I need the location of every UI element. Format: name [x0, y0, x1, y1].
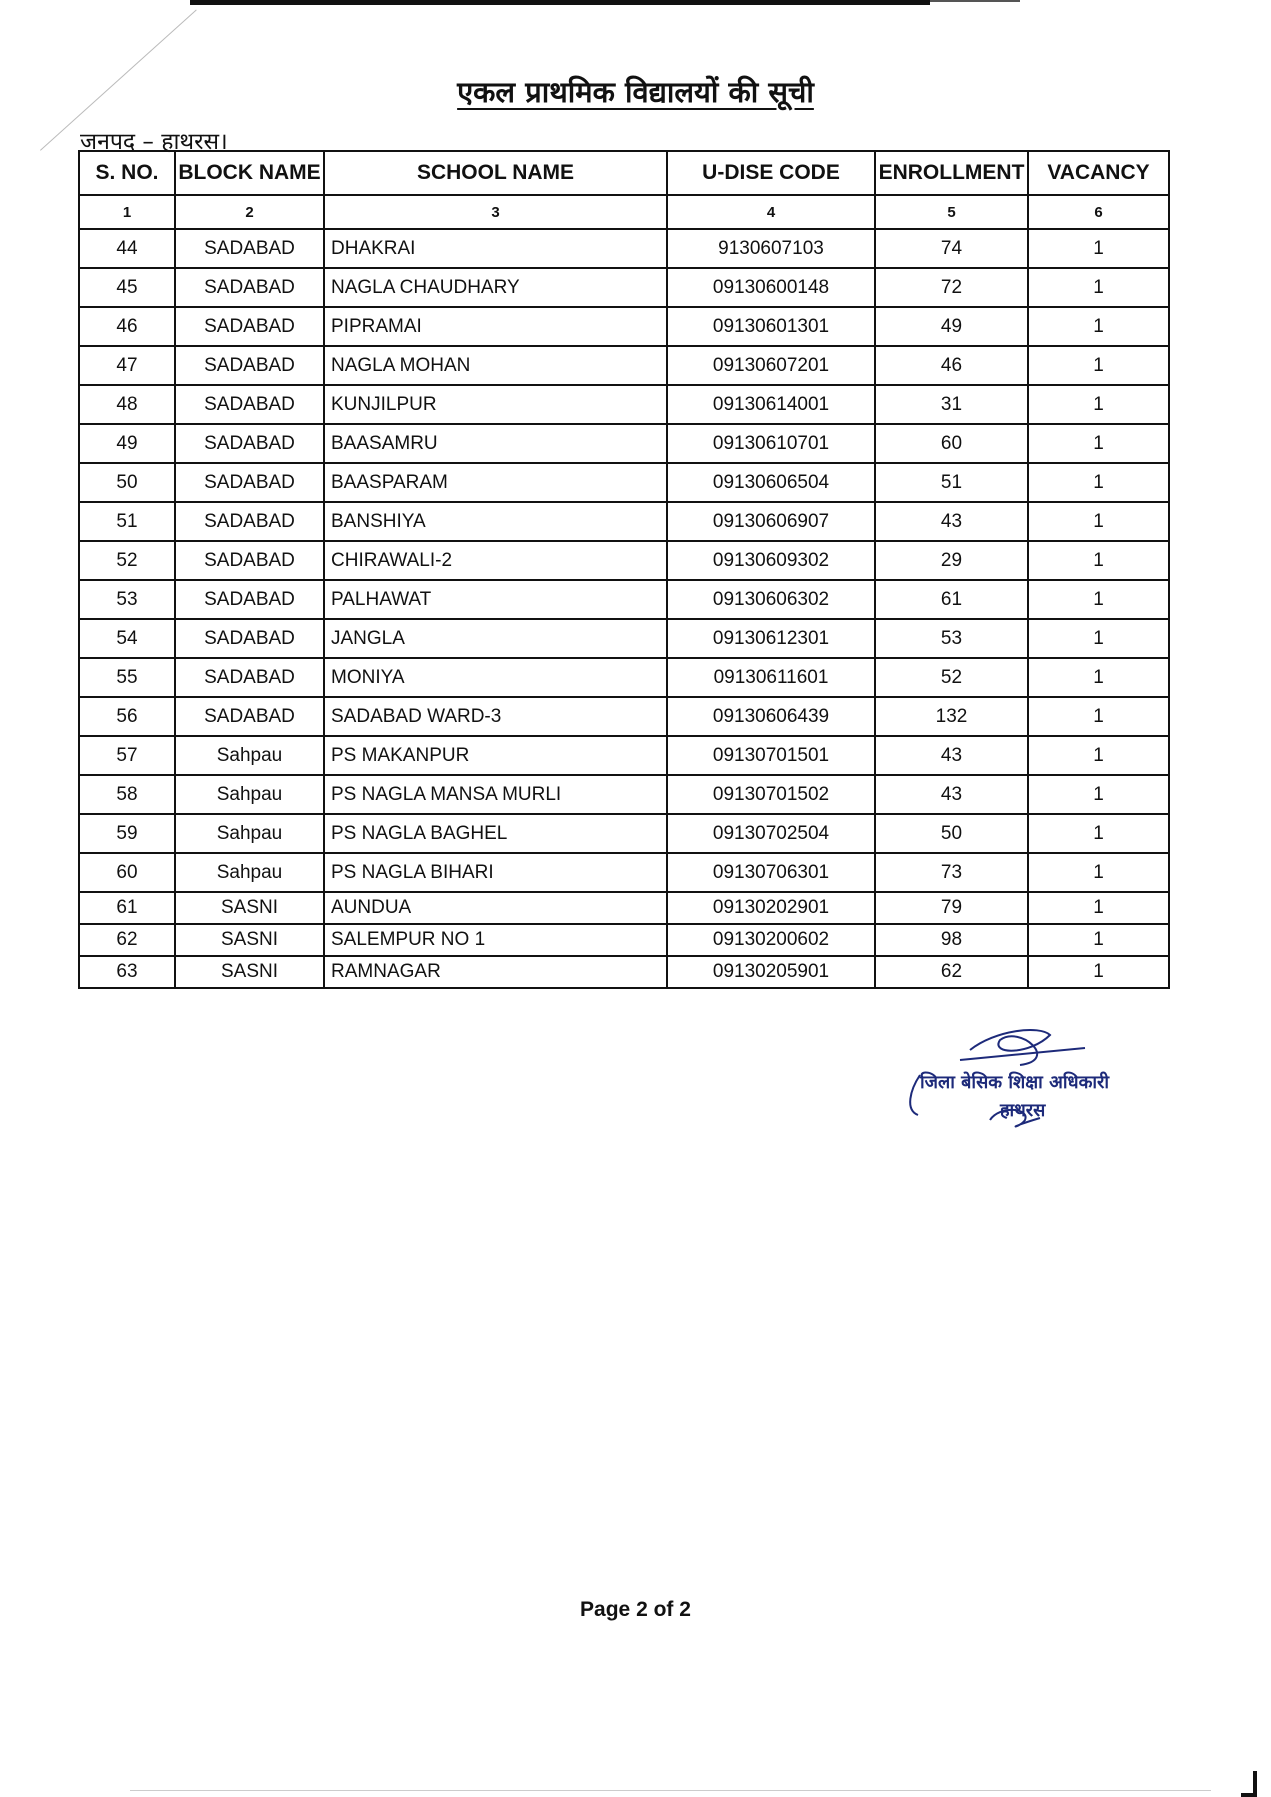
cell-enrollment: 43	[875, 502, 1028, 541]
cell-enrollment: 50	[875, 814, 1028, 853]
cell-s-no: 55	[79, 658, 175, 697]
cell-school-name: BAASPARAM	[324, 463, 667, 502]
cell-s-no: 63	[79, 956, 175, 988]
cell-vacancy: 1	[1028, 619, 1169, 658]
cell-udise-code: 9130607103	[667, 229, 875, 268]
column-number: 3	[324, 195, 667, 229]
cell-enrollment: 29	[875, 541, 1028, 580]
cell-block-name: Sahpau	[175, 775, 324, 814]
cell-school-name: RAMNAGAR	[324, 956, 667, 988]
header-udise-code: U-DISE CODE	[667, 151, 875, 195]
table-row	[79, 229, 1169, 268]
cell-enrollment: 31	[875, 385, 1028, 424]
cell-block-name: Sahpau	[175, 853, 324, 892]
cell-s-no: 54	[79, 619, 175, 658]
cell-school-name: PS NAGLA BAGHEL	[324, 814, 667, 853]
cell-block-name: SADABAD	[175, 619, 324, 658]
table-row	[79, 268, 1169, 307]
cell-block-name: SADABAD	[175, 307, 324, 346]
cell-vacancy: 1	[1028, 268, 1169, 307]
cell-school-name: PALHAWAT	[324, 580, 667, 619]
cell-block-name: Sahpau	[175, 736, 324, 775]
table-row	[79, 619, 1169, 658]
cell-s-no: 47	[79, 346, 175, 385]
column-number: 5	[875, 195, 1028, 229]
table-row	[79, 424, 1169, 463]
school-list-table	[78, 150, 1170, 989]
cell-s-no: 61	[79, 892, 175, 924]
cell-enrollment: 51	[875, 463, 1028, 502]
cell-school-name: BAASAMRU	[324, 424, 667, 463]
cell-enrollment: 52	[875, 658, 1028, 697]
cell-s-no: 45	[79, 268, 175, 307]
cell-enrollment: 43	[875, 736, 1028, 775]
table-row	[79, 463, 1169, 502]
cell-enrollment: 132	[875, 697, 1028, 736]
cell-enrollment: 43	[875, 775, 1028, 814]
cell-vacancy: 1	[1028, 853, 1169, 892]
cell-udise-code: 09130600148	[667, 268, 875, 307]
table-row	[79, 658, 1169, 697]
table-row	[79, 775, 1169, 814]
cell-enrollment: 72	[875, 268, 1028, 307]
cell-block-name: SASNI	[175, 924, 324, 956]
cell-vacancy: 1	[1028, 463, 1169, 502]
cell-block-name: SASNI	[175, 892, 324, 924]
cell-udise-code: 09130205901	[667, 956, 875, 988]
cell-udise-code: 09130610701	[667, 424, 875, 463]
cell-s-no: 58	[79, 775, 175, 814]
table-row	[79, 541, 1169, 580]
cell-s-no: 57	[79, 736, 175, 775]
cell-vacancy: 1	[1028, 892, 1169, 924]
cell-s-no: 59	[79, 814, 175, 853]
cell-enrollment: 61	[875, 580, 1028, 619]
cell-school-name: DHAKRAI	[324, 229, 667, 268]
cell-vacancy: 1	[1028, 924, 1169, 956]
column-number: 2	[175, 195, 324, 229]
cell-enrollment: 53	[875, 619, 1028, 658]
header-enrollment: ENROLLMENT	[875, 151, 1028, 195]
cell-udise-code: 09130606504	[667, 463, 875, 502]
cell-s-no: 51	[79, 502, 175, 541]
cell-udise-code: 09130607201	[667, 346, 875, 385]
cell-udise-code: 09130701501	[667, 736, 875, 775]
cell-block-name: SADABAD	[175, 268, 324, 307]
cell-udise-code: 09130601301	[667, 307, 875, 346]
cell-vacancy: 1	[1028, 736, 1169, 775]
cell-vacancy: 1	[1028, 658, 1169, 697]
cell-block-name: SADABAD	[175, 697, 324, 736]
table-row	[79, 502, 1169, 541]
cell-s-no: 56	[79, 697, 175, 736]
header-block-name: BLOCK NAME	[175, 151, 324, 195]
cell-block-name: SADABAD	[175, 229, 324, 268]
table-row	[79, 307, 1169, 346]
signature-place: हाथरस	[1000, 1100, 1046, 1121]
document-title	[0, 72, 1271, 111]
table-row	[79, 956, 1169, 988]
cell-block-name: SADABAD	[175, 502, 324, 541]
cell-block-name: SADABAD	[175, 463, 324, 502]
cell-udise-code: 09130614001	[667, 385, 875, 424]
cell-s-no: 49	[79, 424, 175, 463]
table-row	[79, 346, 1169, 385]
cell-school-name: AUNDUA	[324, 892, 667, 924]
cell-s-no: 46	[79, 307, 175, 346]
cell-s-no: 44	[79, 229, 175, 268]
cell-enrollment: 73	[875, 853, 1028, 892]
column-number-row	[79, 195, 1169, 229]
document-title-text: एकल प्राथमिक विद्यालयों की सूची	[457, 75, 814, 109]
cell-school-name: PS NAGLA MANSA MURLI	[324, 775, 667, 814]
table-row	[79, 580, 1169, 619]
cell-vacancy: 1	[1028, 697, 1169, 736]
cell-block-name: SADABAD	[175, 541, 324, 580]
cell-block-name: SADABAD	[175, 424, 324, 463]
cell-school-name: BANSHIYA	[324, 502, 667, 541]
cell-udise-code: 09130606302	[667, 580, 875, 619]
cell-vacancy: 1	[1028, 502, 1169, 541]
cell-udise-code: 09130202901	[667, 892, 875, 924]
header-school-name: SCHOOL NAME	[324, 151, 667, 195]
cell-enrollment: 62	[875, 956, 1028, 988]
cell-school-name: PIPRAMAI	[324, 307, 667, 346]
table-row	[79, 697, 1169, 736]
scan-edge-top	[190, 0, 930, 5]
cell-school-name: CHIRAWALI-2	[324, 541, 667, 580]
cell-s-no: 62	[79, 924, 175, 956]
scan-edge-bottom	[130, 1790, 1211, 1791]
cell-vacancy: 1	[1028, 541, 1169, 580]
district-label: जनपद – हाथरस।	[80, 129, 228, 155]
cell-enrollment: 74	[875, 229, 1028, 268]
header-s-no: S. NO.	[79, 151, 175, 195]
cell-enrollment: 60	[875, 424, 1028, 463]
cell-vacancy: 1	[1028, 229, 1169, 268]
table-row	[79, 814, 1169, 853]
table-row	[79, 924, 1169, 956]
cell-school-name: MONIYA	[324, 658, 667, 697]
cell-school-name: NAGLA CHAUDHARY	[324, 268, 667, 307]
cell-s-no: 60	[79, 853, 175, 892]
cell-school-name: KUNJILPUR	[324, 385, 667, 424]
cell-vacancy: 1	[1028, 956, 1169, 988]
cell-vacancy: 1	[1028, 307, 1169, 346]
cell-udise-code: 09130609302	[667, 541, 875, 580]
table-header-row	[79, 151, 1169, 195]
cell-block-name: SADABAD	[175, 658, 324, 697]
cell-block-name: Sahpau	[175, 814, 324, 853]
cell-s-no: 50	[79, 463, 175, 502]
cell-udise-code: 09130702504	[667, 814, 875, 853]
scan-corner-mark	[1241, 1771, 1257, 1797]
cell-s-no: 52	[79, 541, 175, 580]
cell-school-name: NAGLA MOHAN	[324, 346, 667, 385]
page-number: Page 2 of 2	[580, 1598, 691, 1621]
cell-udise-code: 09130611601	[667, 658, 875, 697]
header-vacancy: VACANCY	[1028, 151, 1169, 195]
cell-enrollment: 98	[875, 924, 1028, 956]
scan-edge-top-right	[930, 0, 1020, 2]
table-row	[79, 853, 1169, 892]
cell-vacancy: 1	[1028, 814, 1169, 853]
column-number: 1	[79, 195, 175, 229]
cell-school-name: PS NAGLA BIHARI	[324, 853, 667, 892]
cell-school-name: PS MAKANPUR	[324, 736, 667, 775]
table-row	[79, 892, 1169, 924]
column-number: 6	[1028, 195, 1169, 229]
cell-enrollment: 49	[875, 307, 1028, 346]
cell-school-name: JANGLA	[324, 619, 667, 658]
cell-udise-code: 09130701502	[667, 775, 875, 814]
cell-vacancy: 1	[1028, 346, 1169, 385]
cell-block-name: SADABAD	[175, 385, 324, 424]
cell-enrollment: 79	[875, 892, 1028, 924]
table-row	[79, 736, 1169, 775]
cell-udise-code: 09130606907	[667, 502, 875, 541]
cell-udise-code: 09130606439	[667, 697, 875, 736]
column-number: 4	[667, 195, 875, 229]
cell-udise-code: 09130612301	[667, 619, 875, 658]
cell-udise-code: 09130200602	[667, 924, 875, 956]
cell-vacancy: 1	[1028, 775, 1169, 814]
cell-s-no: 53	[79, 580, 175, 619]
cell-vacancy: 1	[1028, 580, 1169, 619]
table-row	[79, 385, 1169, 424]
cell-school-name: SADABAD WARD-3	[324, 697, 667, 736]
cell-vacancy: 1	[1028, 424, 1169, 463]
cell-block-name: SADABAD	[175, 580, 324, 619]
cell-block-name: SASNI	[175, 956, 324, 988]
cell-block-name: SADABAD	[175, 346, 324, 385]
cell-enrollment: 46	[875, 346, 1028, 385]
cell-s-no: 48	[79, 385, 175, 424]
cell-school-name: SALEMPUR NO 1	[324, 924, 667, 956]
cell-vacancy: 1	[1028, 385, 1169, 424]
cell-udise-code: 09130706301	[667, 853, 875, 892]
signature-designation: जिला बेसिक शिक्षा अधिकारी	[920, 1072, 1110, 1093]
